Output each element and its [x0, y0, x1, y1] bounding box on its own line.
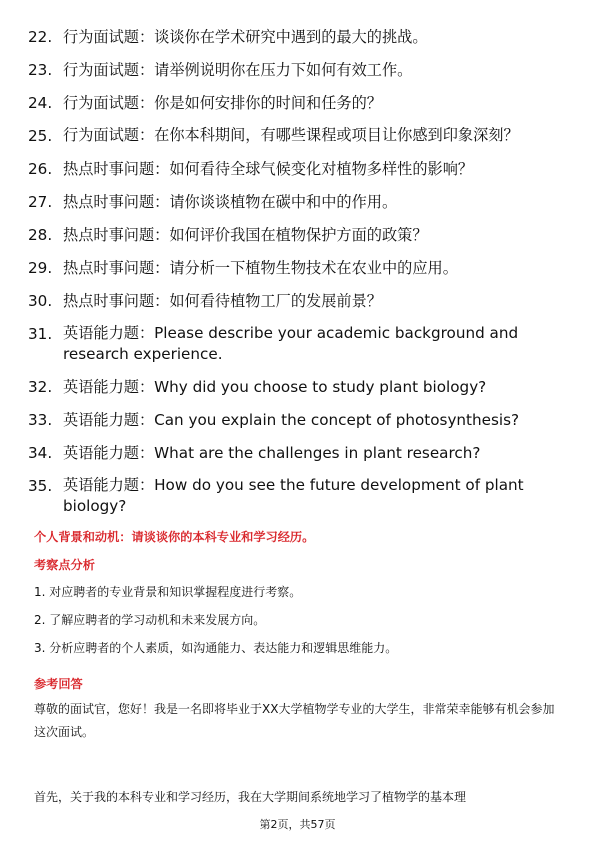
question-number: 29. [28, 259, 53, 277]
question-text: 行为面试题：你是如何安排你的时间和任务的？ [63, 94, 382, 112]
page-number: 第2页，共57页 [259, 818, 336, 831]
question-item [28, 191, 573, 213]
question-item [28, 442, 573, 464]
question-number: 32. [28, 378, 53, 396]
question-text: 英语能力题：Please describe your academic background and research experience. [63, 324, 519, 363]
question-item [28, 224, 573, 246]
answer-heading: 参考回答 [34, 677, 83, 691]
question-text: 热点时事问题：请分析一下植物生物技术在农业中的应用。 [63, 259, 458, 277]
answer-paragraph: 首先，关于我的本科专业和学习经历，我在大学期间系统地学习了植物学的基本理 [34, 790, 467, 804]
question-number: 23. [28, 61, 53, 79]
question-number: 24. [28, 94, 53, 112]
question-number: 34. [28, 444, 53, 462]
question-text: 热点时事问题：如何看待植物工厂的发展前景？ [63, 292, 382, 310]
analysis-point: 2. 了解应聘者的学习动机和未来发展方向。 [34, 613, 266, 627]
question-number: 26. [28, 160, 53, 178]
question-item [28, 26, 573, 48]
question-number: 31. [28, 325, 53, 343]
question-text: 热点时事问题：如何看待全球气候变化对植物多样性的影响？ [63, 160, 474, 178]
question-number: 25. [28, 127, 53, 145]
question-item [28, 59, 573, 81]
question-text: 行为面试题：在你本科期间，有哪些课程或项目让你感到印象深刻？ [63, 126, 519, 144]
question-number: 27. [28, 193, 53, 211]
section-title: 个人背景和动机：请谈谈你的本科专业和学习经历。 [34, 530, 315, 544]
question-text: 热点时事问题：请你谈谈植物在碳中和中的作用。 [63, 193, 398, 211]
question-number: 35. [28, 477, 53, 495]
question-item [28, 475, 573, 517]
question-number: 28. [28, 226, 53, 244]
question-number: 33. [28, 411, 53, 429]
question-item [28, 290, 573, 312]
analysis-points [34, 584, 564, 668]
question-number: 22. [28, 28, 53, 46]
question-text: 英语能力题：Why did you choose to study plant biology? [63, 378, 487, 396]
question-text: 英语能力题：Can you explain the concept of photosynthesis? [63, 411, 520, 429]
question-item [28, 257, 573, 279]
question-text: 行为面试题：谈谈你在学术研究中遇到的最大的挑战。 [63, 28, 428, 46]
question-list [28, 26, 573, 528]
answer-paragraph: 尊敬的面试官，您好！我是一名即将毕业于XX大学植物学专业的大学生，非常荣幸能够有机会参加这次面试。 [34, 702, 555, 739]
question-item [28, 409, 573, 431]
question-text: 行为面试题：请举例说明你在压力下如何有效工作。 [63, 61, 413, 79]
analysis-heading: 考察点分析 [34, 558, 95, 572]
question-text: 热点时事问题：如何评价我国在植物保护方面的政策？ [63, 226, 428, 244]
question-text: 英语能力题：How do you see the future development of plant biology? [63, 476, 524, 515]
question-item [28, 158, 573, 180]
question-text: 英语能力题：What are the challenges in plant research? [63, 444, 481, 462]
analysis-point: 1. 对应聘者的专业背景和知识掌握程度进行考察。 [34, 585, 302, 599]
question-item [28, 125, 573, 147]
question-item [28, 92, 573, 114]
question-number: 30. [28, 292, 53, 310]
analysis-point: 3. 分析应聘者的个人素质，如沟通能力、表达能力和逻辑思维能力。 [34, 641, 398, 655]
question-item [28, 323, 573, 365]
question-item [28, 376, 573, 398]
